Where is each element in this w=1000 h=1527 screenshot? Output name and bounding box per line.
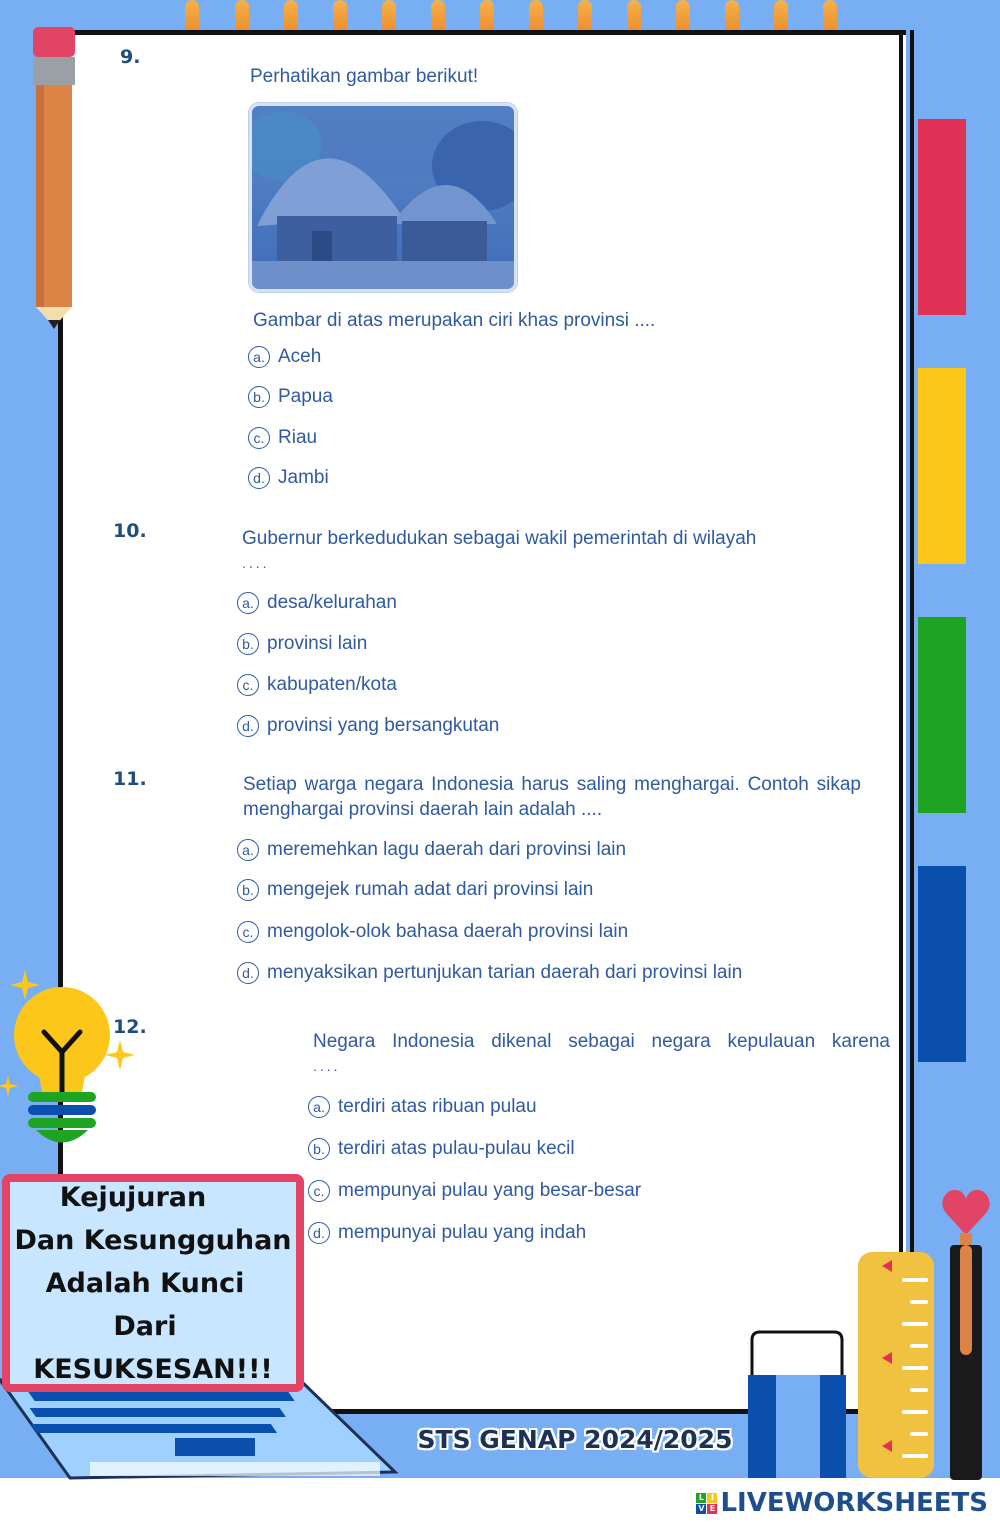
question-10-option-c[interactable] [237,674,397,696]
option-letter: c. [237,921,259,943]
question-12-text: Negara Indonesia dikenal sebagai negara kepulauan karena [313,1031,890,1052]
question-12-option-b[interactable] [308,1138,575,1160]
option-label: Papua [278,386,333,407]
quote-line-3: Adalah Kunci Dari [45,1267,245,1342]
motivation-quote-box [2,1174,304,1392]
option-label: Aceh [278,346,322,367]
footer-title: STS GENAP 2024/2025 [417,1425,733,1454]
option-label: Jambi [278,467,329,488]
option-letter: c. [237,674,259,696]
tab-green [918,617,966,813]
option-label: mengolok-olok bahasa daerah provinsi lain [267,921,629,942]
question-12-option-d[interactable] [308,1222,586,1244]
option-label: Riau [278,427,318,448]
pencil-icon [30,27,80,332]
question-9-photo [249,103,517,292]
tab-blue [918,866,966,1062]
option-label: provinsi yang bersangkutan [267,715,500,736]
option-letter: d. [237,715,259,737]
option-letter: b. [308,1138,330,1160]
tab-red [918,119,966,315]
jar-icon [746,1330,850,1480]
option-label: terdiri atas pulau-pulau kecil [338,1138,575,1159]
option-letter: b. [248,386,270,408]
question-11-number: 11. [113,768,147,790]
quote-line-2: Dan Kesungguhan [14,1224,292,1256]
option-letter: a. [248,346,270,368]
question-11-option-b[interactable] [237,879,593,901]
option-letter: c. [308,1180,330,1202]
question-10-text: Gubernur berkedudukan sebagai wakil pemerintah di wilayah [242,528,757,549]
motivation-quote-text [10,1176,296,1391]
paper-spine [899,30,903,1270]
question-10-ellipsis: .... [242,555,270,571]
option-label: provinsi lain [267,633,368,654]
tab-yellow [918,368,966,564]
paper-spine-2 [910,30,914,1270]
option-letter: a. [308,1096,330,1118]
option-label: menyaksikan pertunjukan tarian daerah dari provinsi lain [267,962,743,983]
option-letter: b. [237,633,259,655]
liveworksheets-brand[interactable] [696,1488,988,1518]
question-12-option-a[interactable] [308,1096,537,1118]
question-12-ellipsis: .... [313,1058,341,1074]
option-letter: a. [237,839,259,861]
light-bulb-icon [0,960,140,1150]
question-9-option-c[interactable] [248,427,317,449]
quote-line-1: Kejujuran [59,1181,207,1213]
question-10-option-b[interactable] [237,633,367,655]
question-11-option-d[interactable] [237,962,742,984]
option-label: desa/kelurahan [267,592,397,613]
question-11-option-a[interactable] [237,839,626,861]
liveworksheets-name: LIVEWORKSHEETS [720,1488,988,1518]
question-9-number: 9. [120,46,141,68]
option-label: meremehkan lagu daerah dari provinsi lain [267,839,627,860]
option-letter: d. [308,1222,330,1244]
question-10-option-a[interactable] [237,592,397,614]
question-9-prompt: Perhatikan gambar berikut! [250,66,479,87]
liveworksheets-logo-icon: L I V E [696,1493,717,1514]
question-10-number: 10. [113,520,147,542]
option-letter: c. [248,427,270,449]
question-9-option-b[interactable] [248,386,333,408]
question-9-option-a[interactable] [248,346,321,368]
option-letter: b. [237,879,259,901]
question-11-option-c[interactable] [237,921,628,943]
quote-line-4: KESUKSESAN!!! [33,1353,273,1385]
question-9-option-d[interactable] [248,467,329,489]
question-11-text: Setiap warga negara Indonesia harus saling menghargai. Contoh sikap menghargai provinsi daerah lain adalah .... [243,774,861,820]
question-10-option-d[interactable] [237,715,499,737]
question-12-number: 12. [113,1016,147,1038]
option-label: kabupaten/kota [267,674,397,695]
option-label: mempunyai pulau yang besar-besar [338,1180,642,1201]
option-label: terdiri atas ribuan pulau [338,1096,537,1117]
option-letter: a. [237,592,259,614]
option-label: mempunyai pulau yang indah [338,1222,587,1243]
question-12-option-c[interactable] [308,1180,641,1202]
question-9-text: Gambar di atas merupakan ciri khas provinsi .... [253,310,656,331]
option-letter: d. [248,467,270,489]
option-label: mengejek rumah adat dari provinsi lain [267,879,594,900]
option-letter: d. [237,962,259,984]
